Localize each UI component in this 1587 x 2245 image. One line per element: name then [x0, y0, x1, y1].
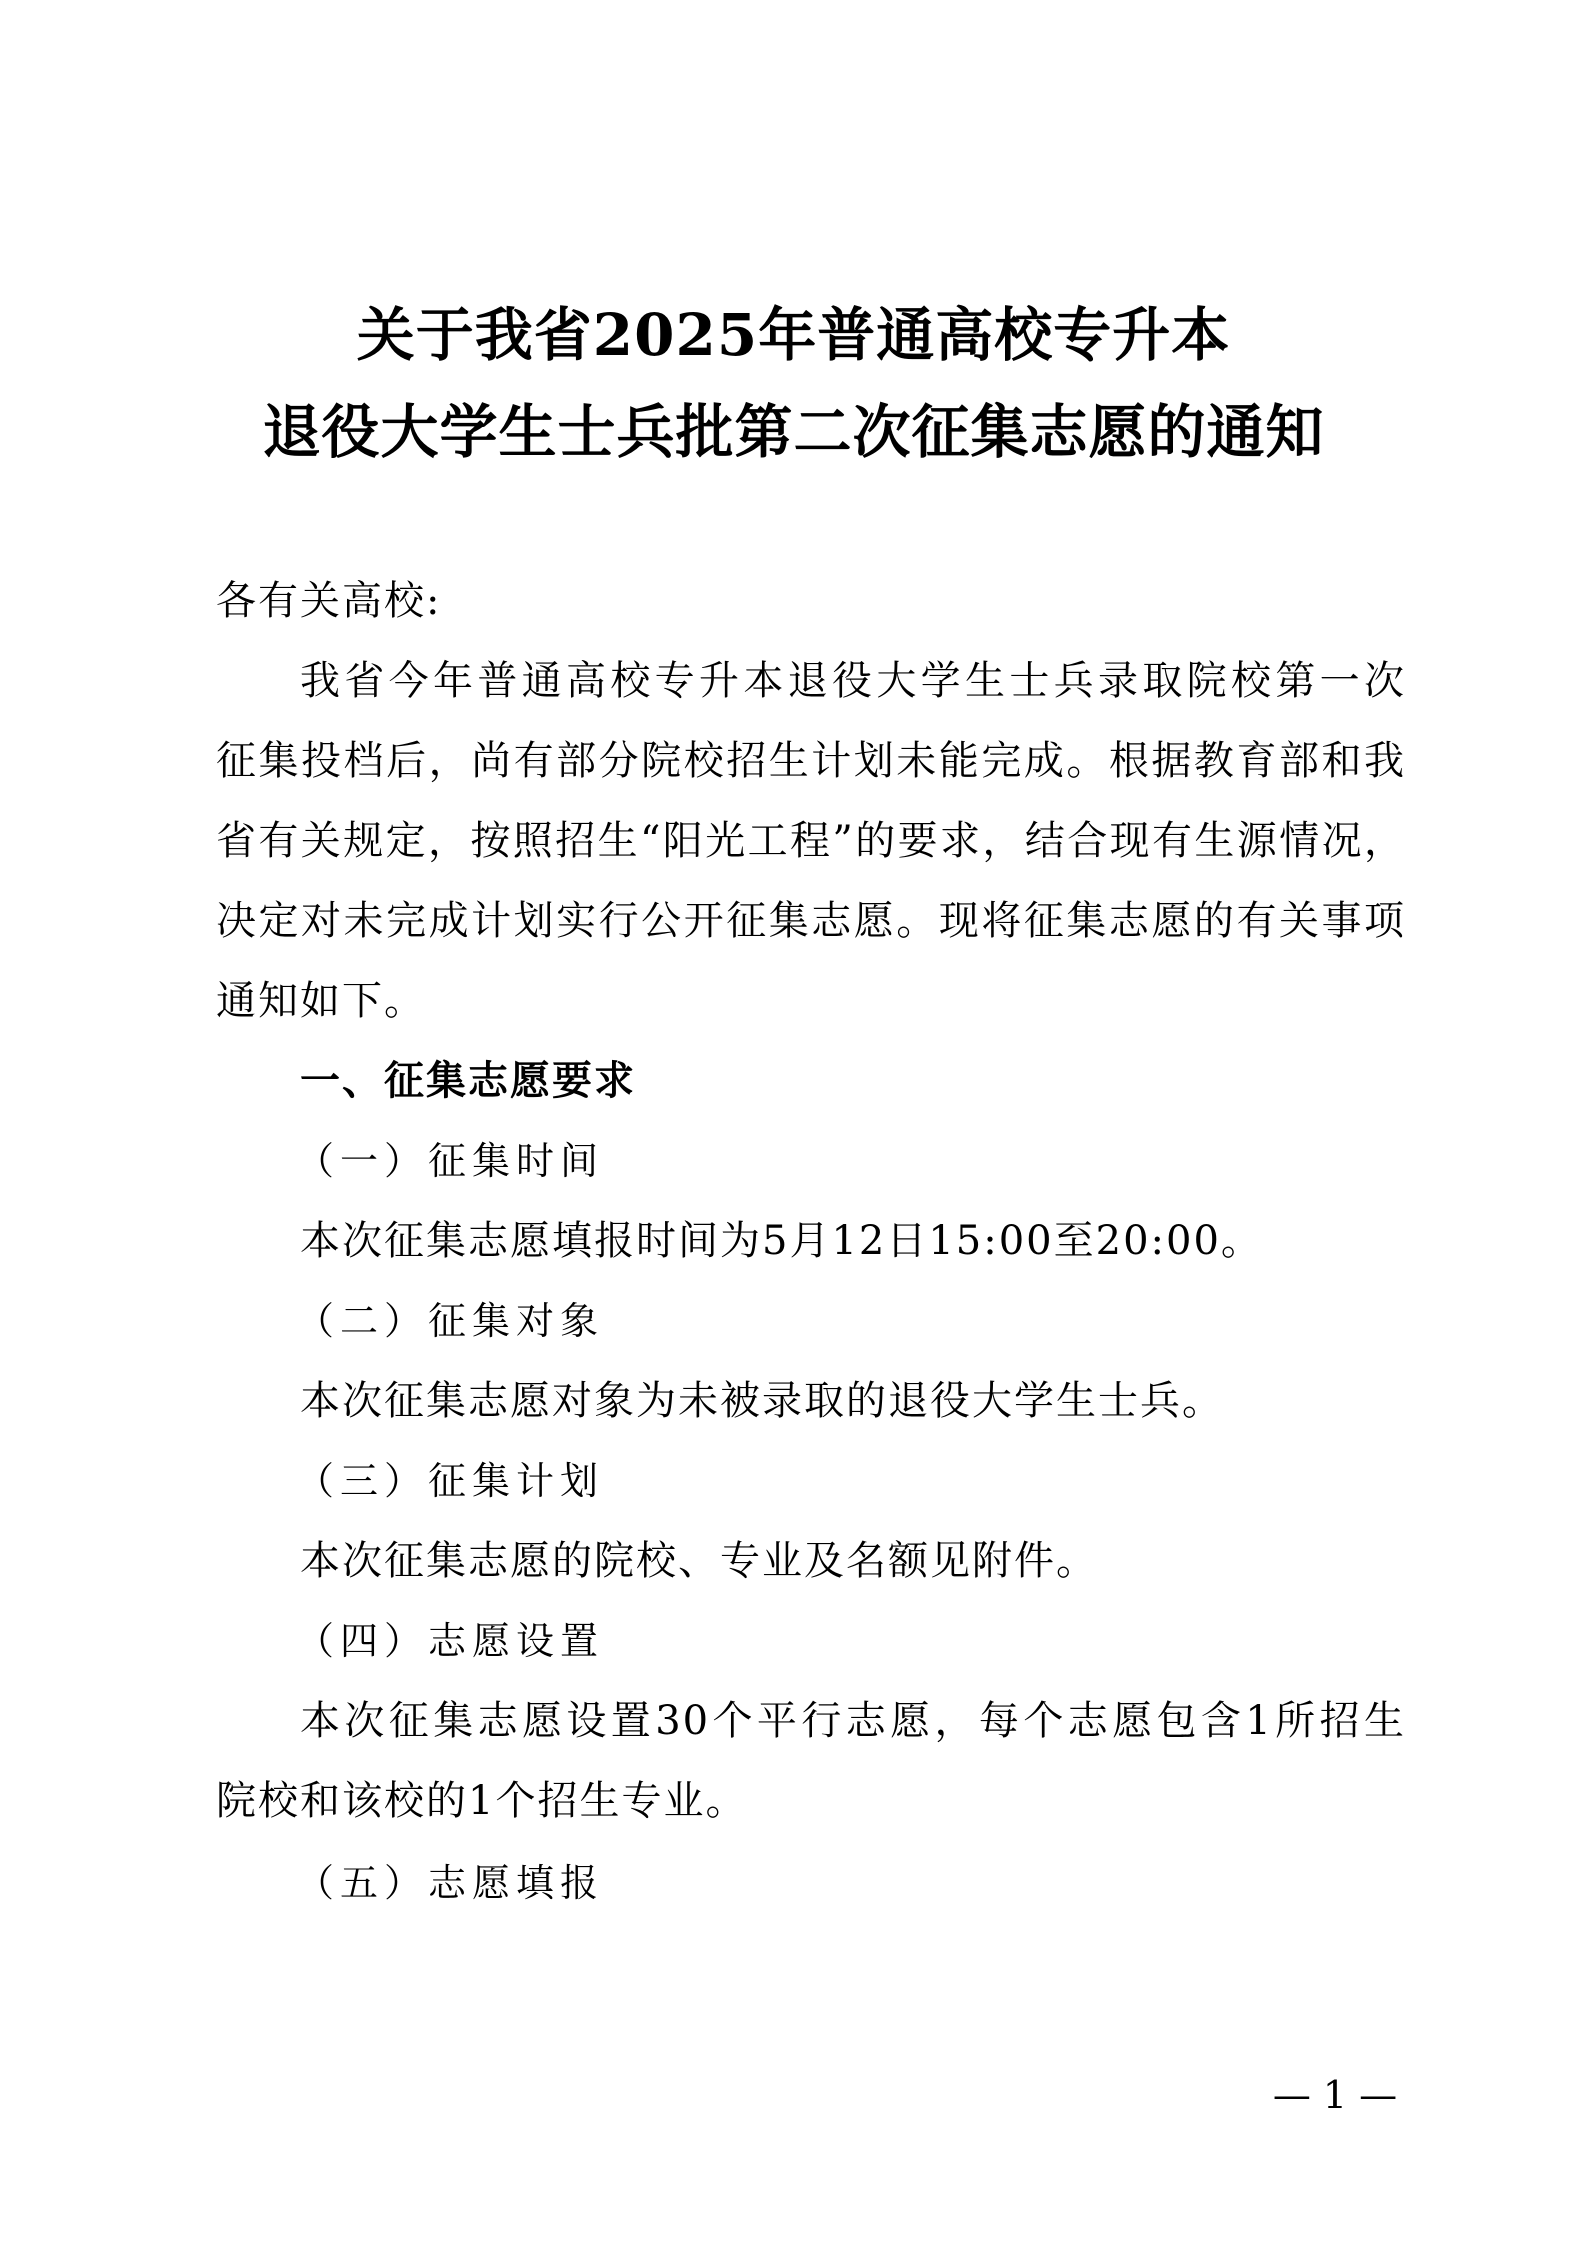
- subsection-5-heading: （五）志愿填报: [296, 1861, 605, 1905]
- page-number: — 1 —: [1272, 2073, 1398, 2117]
- subsection-1-heading: （一）征集时间: [296, 1139, 605, 1183]
- subsection-2-text: 本次征集志愿对象为未被录取的退役大学生士兵。: [300, 1378, 1224, 1424]
- subsection-1-text: 本次征集志愿填报时间为5月12日15:00至20:00。: [300, 1218, 1263, 1264]
- document-title-line-1: 关于我省2025年普通高校专升本: [356, 301, 1231, 369]
- intro-line-1: 我省今年普通高校专升本退役大学生士兵录取院校第一次: [300, 658, 1406, 704]
- subsection-3-text: 本次征集志愿的院校、专业及名额见附件。: [300, 1538, 1098, 1584]
- section-1-heading: 一、征集志愿要求: [300, 1058, 636, 1104]
- document-title-line-2: 退役大学生士兵批第二次征集志愿的通知: [262, 398, 1325, 466]
- salutation: 各有关高校:: [216, 578, 442, 624]
- intro-line-2: 征集投档后，尚有部分院校招生计划未能完成。根据教育部和我: [216, 738, 1406, 784]
- intro-line-3: 省有关规定，按照招生“阳光工程”的要求，结合现有生源情况，: [216, 818, 1406, 864]
- subsection-4-text-line-2: 院校和该校的1个招生专业。: [216, 1778, 748, 1824]
- subsection-4-heading: （四）志愿设置: [296, 1619, 605, 1663]
- intro-line-5: 通知如下。: [216, 978, 426, 1024]
- subsection-4-text-line-1: 本次征集志愿设置30个平行志愿，每个志愿包含1所招生: [300, 1698, 1406, 1744]
- subsection-3-heading: （三）征集计划: [296, 1459, 605, 1503]
- subsection-2-heading: （二）征集对象: [296, 1299, 605, 1343]
- intro-line-4: 决定对未完成计划实行公开征集志愿。现将征集志愿的有关事项: [216, 898, 1406, 944]
